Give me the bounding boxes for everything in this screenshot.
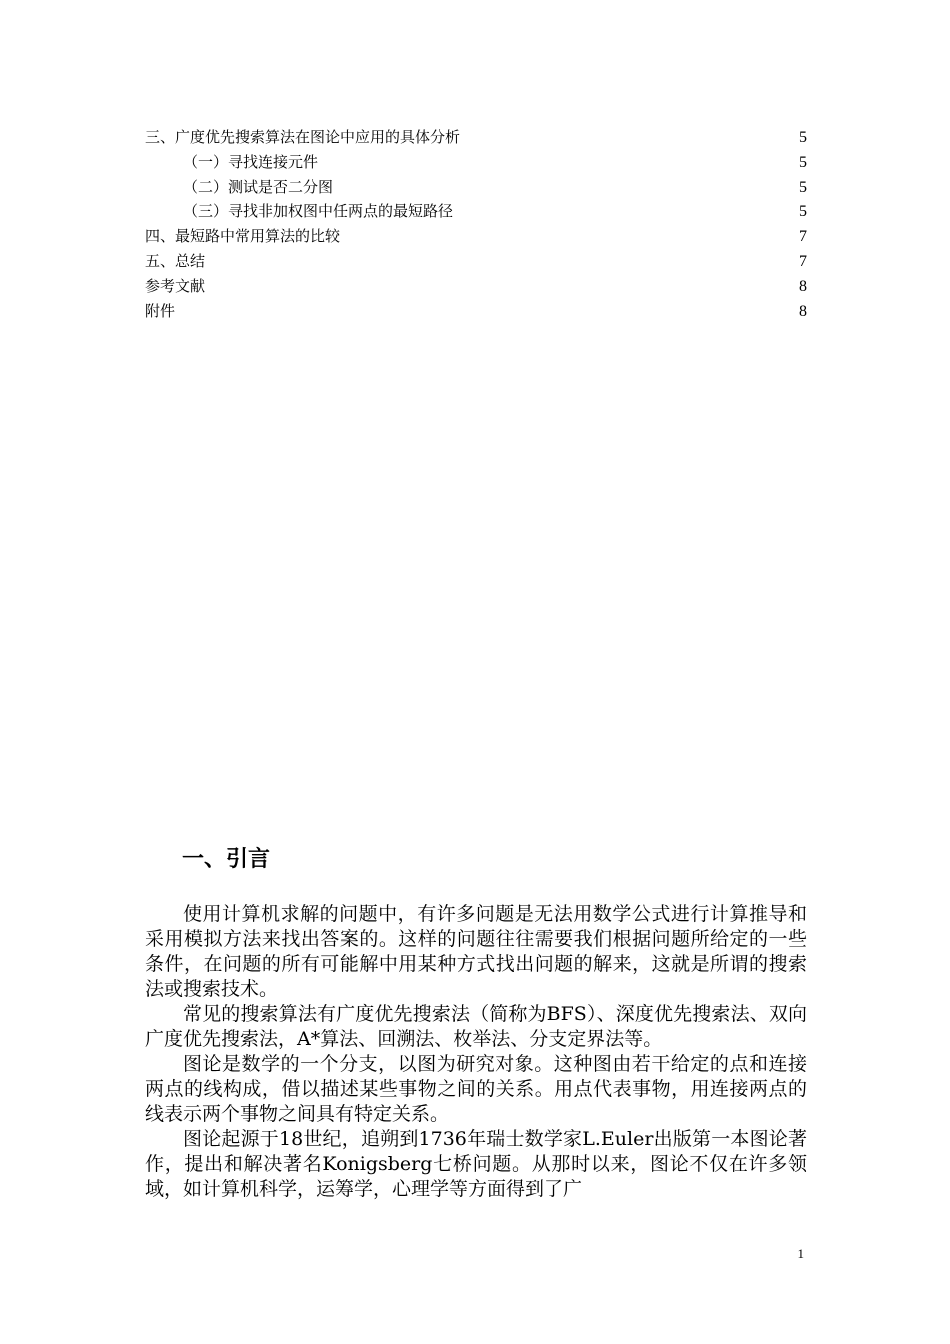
toc-entry-title: （二）测试是否二分图 — [183, 177, 334, 196]
toc-entry-title: 附件 — [145, 301, 176, 320]
toc-entry-page: 5 — [799, 129, 807, 146]
toc-entry[interactable] — [145, 299, 807, 324]
toc-entry-title: 参考文献 — [145, 276, 206, 295]
section-heading: 一、引言 — [182, 847, 271, 872]
toc-entry-page: 5 — [799, 203, 807, 221]
toc-entry-title: （三）寻找非加权图中任两点的最短路径 — [183, 202, 454, 221]
toc-entry-page: 8 — [799, 302, 807, 320]
toc-entry[interactable] — [145, 199, 807, 224]
body-paragraph: 使用计算机求解的问题中，有许多问题是无法用数学公式进行计算推导和采用模拟方法来找出答案的。这样的问题往往需要我们根据问题所给定的一些条件，在问题的所有可能解中用某种方式找出问题的解来，这就是所谓的搜索法或搜索技术。 — [145, 903, 807, 1000]
toc-entry-page: 7 — [799, 228, 807, 246]
toc-entry-page: 5 — [799, 153, 807, 171]
toc-entry-page: 5 — [799, 178, 807, 196]
body-paragraph: 图论是数学的一个分支，以图为研究对象。这种图由若干给定的点和连接两点的线构成，借以描述某些事物之间的关系。用点代表事物，用连接两点的线表示两个事物之间具有特定关系。 — [145, 1053, 807, 1125]
toc-entry-title: （一）寻找连接元件 — [183, 152, 319, 171]
toc-entry-page: 8 — [799, 277, 807, 295]
body-paragraph: 常见的搜索算法有广度优先搜索法（简称为BFS）、深度优先搜索法、双向广度优先搜索法，A*算法、回溯法、枚举法、分支定界法等。 — [145, 1003, 807, 1050]
toc-entry-title: 五、总结 — [145, 251, 206, 270]
toc-entry-title: 四、最短路中常用算法的比较 — [145, 227, 341, 246]
toc-entry-title: 三、广度优先搜索算法在图论中应用的具体分析 — [145, 128, 461, 146]
table-of-contents — [145, 125, 807, 323]
toc-entry[interactable] — [145, 150, 807, 175]
toc-entry[interactable] — [145, 249, 807, 274]
page-number: 1 — [797, 1246, 804, 1261]
toc-entry[interactable] — [145, 224, 807, 249]
toc-entry[interactable] — [145, 175, 807, 200]
toc-entry[interactable] — [145, 274, 807, 299]
body-paragraph: 图论起源于18世纪，追朔到1736年瑞士数学家L.Euler出版第一本图论著作，提出和解决著名Konigsberg七桥问题。从那时以来，图论不仅在许多领域，如计算机科学，运筹学，心理学等方面得到了广 — [145, 1128, 807, 1200]
section-body — [145, 902, 807, 1202]
toc-entry-page: 7 — [799, 252, 807, 270]
toc-entry[interactable] — [145, 125, 807, 150]
